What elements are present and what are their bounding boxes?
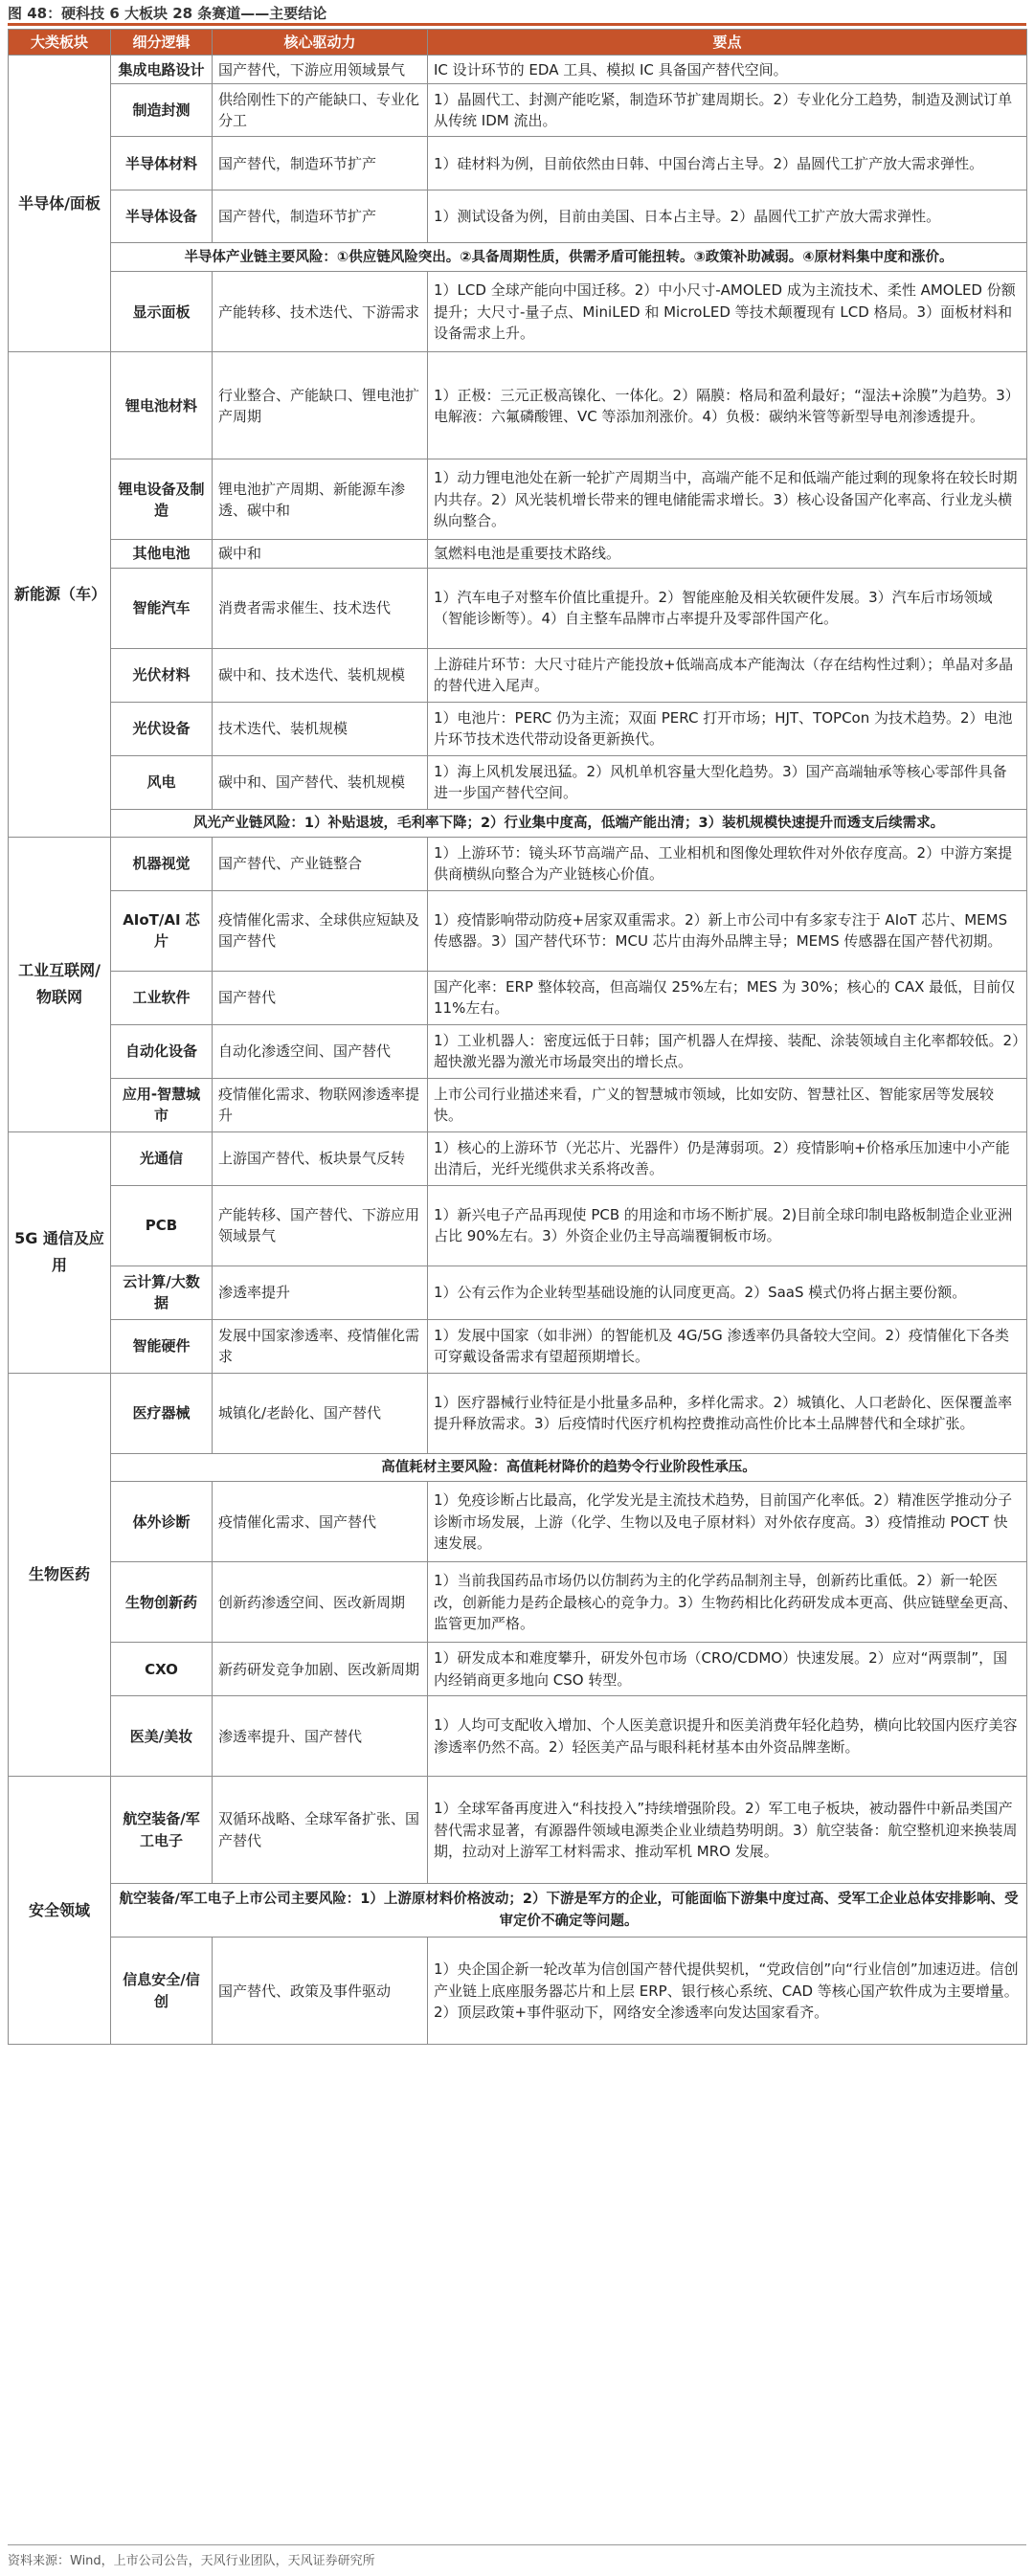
row-points: 上市公司行业描述来看，广义的智慧城市领域，比如安防、智慧社区、智能家居等发展较快。: [428, 1078, 1027, 1131]
row-driver: 疫情催化需求、国产替代: [213, 1482, 428, 1562]
row-points: 1）发展中国家（如非洲）的智能机及 4G/5G 渗透率仍具备较大空间。2）疫情催化下各类可穿戴设备需求有望超预期增长。: [428, 1319, 1027, 1373]
row-driver: 疫情催化需求、物联网渗透率提升: [213, 1078, 428, 1131]
row-sub: 智能硬件: [111, 1319, 213, 1373]
row-points: 1）汽车电子对整车价值比重提升。2）智能座舱及相关软硬件发展。3）汽车后市场领域（智能诊断等）。4）自主整车品牌市占率提升及零部件国产化。: [428, 568, 1027, 648]
row-sub: 其他电池: [111, 540, 213, 568]
table-row: [9, 272, 1027, 352]
row-sub: 机器视觉: [111, 837, 213, 890]
row-driver: 国产替代，下游应用领域景气: [213, 56, 428, 84]
row-points: 1）上游环节：镜头环节高端产品、工业相机和图像处理软件对外依存度高。2）中游方案提供商横纵向整合为产业链核心价值。: [428, 837, 1027, 890]
table-row: [9, 1482, 1027, 1562]
wind-risk-banner: 风光产业链风险：1）补贴退坡，毛利率下降；2）行业集中度高，低端产能出清；3）装机规模快速提升而透支后续需求。: [111, 809, 1027, 837]
table-row: [9, 1319, 1027, 1373]
table-row: [9, 1777, 1027, 1884]
table-row: [9, 702, 1027, 755]
row-sub: PCB: [111, 1185, 213, 1266]
row-sub: 应用-智慧城市: [111, 1078, 213, 1131]
table-row: [9, 1266, 1027, 1319]
table-row: [9, 1373, 1027, 1453]
row-points: 1）测试设备为例，目前由美国、日本占主导。2）晶圆代工扩产放大需求弹性。: [428, 190, 1027, 243]
row-driver: 消费者需求催生、技术迭代: [213, 568, 428, 648]
row-points: 氢燃料电池是重要技术路线。: [428, 540, 1027, 568]
header-driver: 核心驱动力: [213, 30, 428, 56]
row-points: 1）央企国企新一轮改革为信创国产替代提供契机，“党政信创”向“行业信创”加速迈进。信创产业链上底座服务器芯片和上层 ERP、银行核心系统、CAD 等核心国产软件成为主要增量。2）顶层政策+事件驱动下，网络安全渗透率向发达国家看齐。: [428, 1938, 1027, 2045]
row-sub: CXO: [111, 1643, 213, 1696]
row-driver: 技术迭代、装机规模: [213, 702, 428, 755]
row-sub: 信息安全/信创: [111, 1938, 213, 2045]
row-driver: 创新药渗透空间、医改新周期: [213, 1562, 428, 1643]
row-points: 1）疫情影响带动防疫+居家双重需求。2）新上市公司中有多家专注于 AIoT 芯片、MEMS 传感器。3）国产替代环节：MCU 芯片由海外品牌主导；MEMS 传感器在国产替代初期。: [428, 890, 1027, 971]
table-row: [9, 352, 1027, 459]
row-points: 1）电池片：PERC 仍为主流；双面 PERC 打开市场；HJT、TOPCon 为技术趋势。2）电池片环节技术迭代带动设备更新换代。: [428, 702, 1027, 755]
row-driver: 新药研发竞争加剧、医改新周期: [213, 1643, 428, 1696]
row-driver: 行业整合、产能缺口、锂电池扩产周期: [213, 352, 428, 459]
table-row: [9, 1643, 1027, 1696]
risk-banner-row: [9, 1884, 1027, 1938]
table-row: [9, 540, 1027, 568]
row-sub: 制造封测: [111, 84, 213, 137]
risk-banner-row: [9, 1453, 1027, 1481]
row-sub: 半导体材料: [111, 137, 213, 190]
row-sub: 显示面板: [111, 272, 213, 352]
table-row: [9, 190, 1027, 243]
header-points: 要点: [428, 30, 1027, 56]
table-row: [9, 890, 1027, 971]
row-points: 1）公有云作为企业转型基础设施的认同度更高。2）SaaS 模式仍将占据主要份额。: [428, 1266, 1027, 1319]
row-sub: AIoT/AI 芯片: [111, 890, 213, 971]
row-points: 1）晶圆代工、封测产能吃紧，制造环节扩建周期长。2）专业化分工趋势，制造及测试订单从传统 IDM 流出。: [428, 84, 1027, 137]
row-points: 1）当前我国药品市场仍以仿制药为主的化学药品制剂主导，创新药比重低。2）新一轮医改，创新能力是药企最核心的竞争力。3）生物药相比化药研发成本更高、供应链壁垒更高、监管更加严格。: [428, 1562, 1027, 1643]
row-driver: 国产替代，制造环节扩产: [213, 137, 428, 190]
source-rule: [8, 2544, 1026, 2545]
row-driver: 国产替代: [213, 971, 428, 1024]
row-points: 1）LCD 全球产能向中国迁移。2）中小尺寸-AMOLED 成为主流技术、柔性 AMOLED 份额提升；大尺寸-量子点、MiniLED 和 MicroLED 等技术颠覆现有 LCD 格局。3）面板材料和设备需求上升。: [428, 272, 1027, 352]
risk-banner-row: [9, 243, 1027, 272]
row-points: 1）全球军备再度进入“科技投入”持续增强阶段。2）军工电子板块，被动器件中新品类国产替代需求显著，有源器件领域电源类企业业绩趋势明朗。3）航空装备：航空整机迎来换装周期，拉动对上游军工材料需求、推动军机 MRO 发展。: [428, 1777, 1027, 1884]
row-sub: 航空装备/军工电子: [111, 1777, 213, 1884]
semi-risk-banner: 半导体产业链主要风险：①供应链风险突出。②具备周期性质，供需矛盾可能扭转。③政策补助减弱。④原材料集中度和涨价。: [111, 243, 1027, 272]
row-sub: 体外诊断: [111, 1482, 213, 1562]
table-row: [9, 568, 1027, 648]
row-driver: 城镇化/老龄化、国产替代: [213, 1373, 428, 1453]
table-row: [9, 755, 1027, 809]
row-driver: 国产替代、政策及事件驱动: [213, 1938, 428, 2045]
consumable-risk-banner: 高值耗材主要风险：高值耗材降价的趋势令行业阶段性承压。: [111, 1453, 1027, 1481]
row-driver: 疫情催化需求、全球供应短缺及国产替代: [213, 890, 428, 971]
row-points: 1）核心的上游环节（光芯片、光器件）仍是薄弱项。2）疫情影响+价格承压加速中小产能出清后，光纤光缆供求关系将改善。: [428, 1131, 1027, 1185]
row-driver: 碳中和、技术迭代、装机规模: [213, 648, 428, 702]
source-note: 资料来源：Wind，上市公司公告，天风行业团队，天风证券研究所: [8, 2554, 375, 2568]
header-row: [9, 30, 1027, 56]
table-row: [9, 1024, 1027, 1078]
row-points: 1）新兴电子产品再现使 PCB 的用途和市场不断扩展。2)目前全球印制电路板制造企业亚洲占比 90%左右。3）外资企业仍主导高端覆铜板市场。: [428, 1185, 1027, 1266]
category-5g: 5G 通信及应用: [9, 1131, 111, 1373]
table-row: [9, 1938, 1027, 2045]
table-row: [9, 1562, 1027, 1643]
table-row: [9, 971, 1027, 1024]
table-row: [9, 84, 1027, 137]
risk-banner-row: [9, 809, 1027, 837]
conclusion-table: [8, 29, 1027, 2045]
row-sub: 光伏材料: [111, 648, 213, 702]
table-row: [9, 1696, 1027, 1777]
row-driver: 碳中和: [213, 540, 428, 568]
row-points: 1）医疗器械行业特征是小批量多品种，多样化需求。2）城镇化、人口老龄化、医保覆盖率提升释放需求。3）后疫情时代医疗机构控费推动高性价比本土品牌替代和全球扩张。: [428, 1373, 1027, 1453]
category-semi: 半导体/面板: [9, 56, 111, 352]
row-driver: 发展中国家渗透率、疫情催化需求: [213, 1319, 428, 1373]
row-sub: 光通信: [111, 1131, 213, 1185]
row-sub: 自动化设备: [111, 1024, 213, 1078]
row-sub: 集成电路设计: [111, 56, 213, 84]
header-sub-logic: 细分逻辑: [111, 30, 213, 56]
military-risk-banner: 航空装备/军工电子上市公司主要风险：1）上游原材料价格波动；2）下游是军方的企业，可能面临下游集中度过高、受军工企业总体安排影响、受审定价不确定等问题。: [111, 1884, 1027, 1938]
figure-title: 图 48：硬科技 6 大板块 28 条赛道——主要结论: [8, 5, 327, 22]
row-sub: 锂电设备及制造: [111, 459, 213, 540]
row-points: 国产化率：ERP 整体较高，但高端仅 25%左右；MES 为 30%；核心的 CAX 最低，目前仅 11%左右。: [428, 971, 1027, 1024]
row-driver: 产能转移、技术迭代、下游需求: [213, 272, 428, 352]
table-row: [9, 137, 1027, 190]
row-driver: 双循环战略、全球军备扩张、国产替代: [213, 1777, 428, 1884]
table-row: [9, 1131, 1027, 1185]
row-points: 1）动力锂电池处在新一轮扩产周期当中，高端产能不足和低端产能过剩的现象将在较长时期内共存。2）风光装机增长带来的锂电储能需求增长。3）核心设备国产化率高、行业龙头横纵向整合。: [428, 459, 1027, 540]
table-row: [9, 837, 1027, 890]
table-row: [9, 56, 1027, 84]
row-sub: 光伏设备: [111, 702, 213, 755]
table-row: [9, 1078, 1027, 1131]
row-points: 1）免疫诊断占比最高，化学发光是主流技术趋势，目前国产化率低。2）精准医学推动分子诊断市场发展，上游（化学、生物以及电子原材料）对外依存度高。3）疫情推动 POCT 快速发展。: [428, 1482, 1027, 1562]
category-security: 安全领域: [9, 1777, 111, 2045]
category-bio: 生物医药: [9, 1373, 111, 1776]
row-driver: 国产替代，制造环节扩产: [213, 190, 428, 243]
row-points: 1）硅材料为例，目前依然由日韩、中国台湾占主导。2）晶圆代工扩产放大需求弹性。: [428, 137, 1027, 190]
row-sub: 锂电池材料: [111, 352, 213, 459]
row-points: 1）正极：三元正极高镍化、一体化。2）隔膜：格局和盈利最好；“湿法+涂膜”为趋势。3）电解液：六氟磷酸锂、VC 等添加剂涨价。4）负极：碳纳米管等新型导电剂渗透提升。: [428, 352, 1027, 459]
row-driver: 产能转移、国产替代、下游应用领域景气: [213, 1185, 428, 1266]
category-iot: 工业互联网/物联网: [9, 837, 111, 1131]
row-driver: 上游国产替代、板块景气反转: [213, 1131, 428, 1185]
row-driver: 锂电池扩产周期、新能源车渗透、碳中和: [213, 459, 428, 540]
row-points: IC 设计环节的 EDA 工具、模拟 IC 具备国产替代空间。: [428, 56, 1027, 84]
row-driver: 自动化渗透空间、国产替代: [213, 1024, 428, 1078]
row-sub: 半导体设备: [111, 190, 213, 243]
row-sub: 医疗器械: [111, 1373, 213, 1453]
row-points: 1）工业机器人：密度远低于日韩；国产机器人在焊接、装配、涂装领域自主化率都较低。2）超快激光器为激光市场最突出的增长点。: [428, 1024, 1027, 1078]
row-sub: 生物创新药: [111, 1562, 213, 1643]
table-row: [9, 459, 1027, 540]
table-row: [9, 1185, 1027, 1266]
row-points: 1）研发成本和难度攀升，研发外包市场（CRO/CDMO）快速发展。2）应对“两票制”，国内经销商更多地向 CSO 转型。: [428, 1643, 1027, 1696]
title-rule: [8, 23, 1026, 26]
row-driver: 渗透率提升、国产替代: [213, 1696, 428, 1777]
row-sub: 工业软件: [111, 971, 213, 1024]
row-points: 上游硅片环节：大尺寸硅片产能投放+低端高成本产能淘汰（存在结构性过剩）；单晶对多晶的替代进入尾声。: [428, 648, 1027, 702]
category-energy: 新能源（车）: [9, 352, 111, 838]
row-driver: 碳中和、国产替代、装机规模: [213, 755, 428, 809]
row-sub: 智能汽车: [111, 568, 213, 648]
row-sub: 风电: [111, 755, 213, 809]
table-row: [9, 648, 1027, 702]
row-sub: 云计算/大数据: [111, 1266, 213, 1319]
row-points: 1）海上风机发展迅猛。2）风机单机容量大型化趋势。3）国产高端轴承等核心零部件具备进一步国产替代空间。: [428, 755, 1027, 809]
row-driver: 供给刚性下的产能缺口、专业化分工: [213, 84, 428, 137]
row-driver: 渗透率提升: [213, 1266, 428, 1319]
row-sub: 医美/美妆: [111, 1696, 213, 1777]
header-category: 大类板块: [9, 30, 111, 56]
row-points: 1）人均可支配收入增加、个人医美意识提升和医美消费年轻化趋势，横向比较国内医疗美容渗透率仍然不高。2）轻医美产品与眼科耗材基本由外资品牌垄断。: [428, 1696, 1027, 1777]
row-driver: 国产替代、产业链整合: [213, 837, 428, 890]
